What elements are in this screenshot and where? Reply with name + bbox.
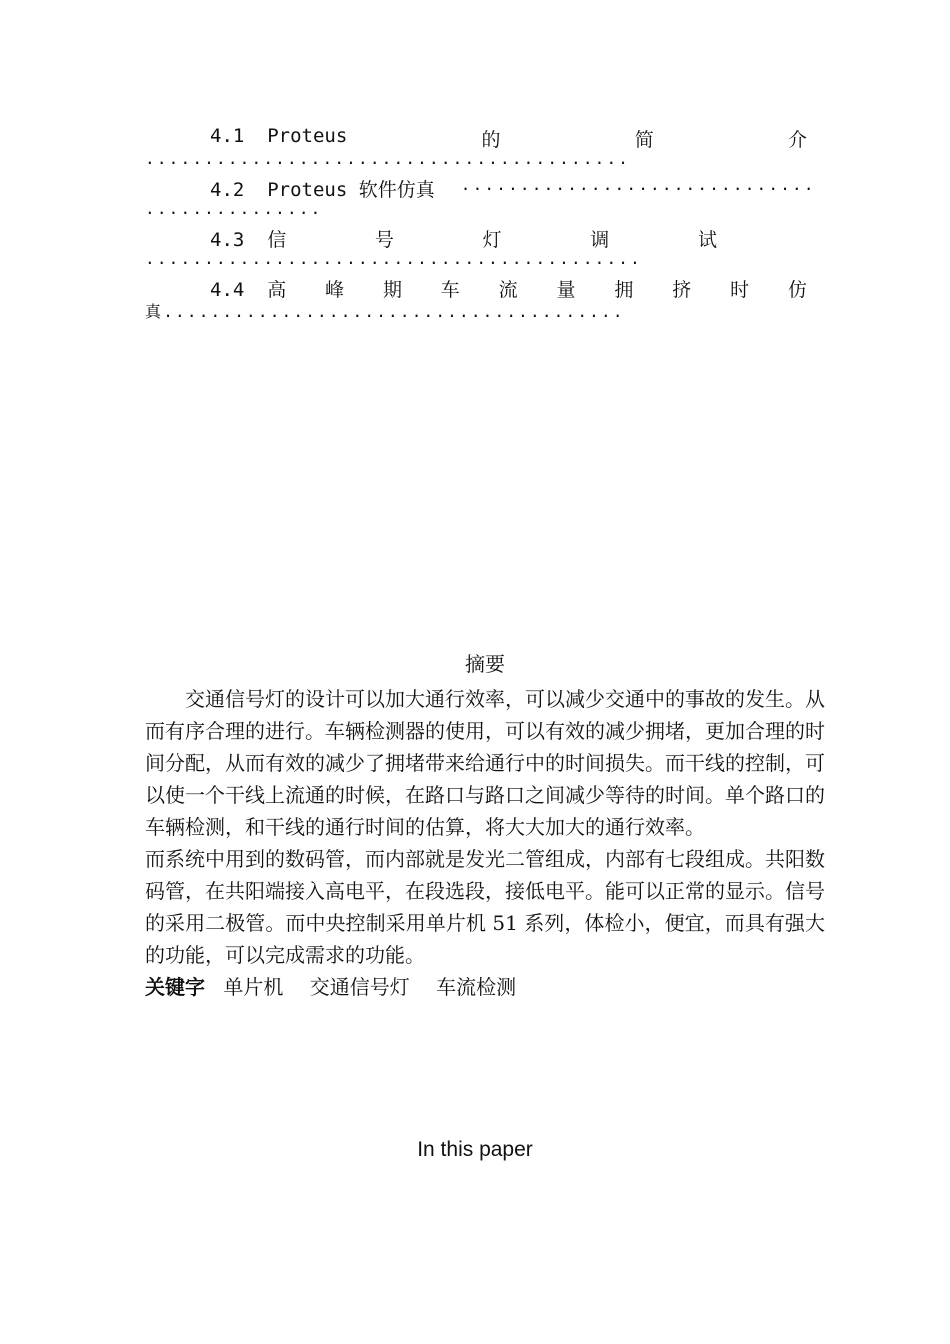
toc-title-char: 简 (634, 129, 654, 151)
abstract-paragraph-2: 而系统中用到的数码管，而内部就是发光二管组成，内部有七段组成。共阳数码管，在共阳端接入高电平，在段选段，接低电平。能可以正常的显示。信号的采用二极管。而中央控制采用单片机 51 系列，体检小，便宜，而具有强大的功能，可以完成需求的功能。 (145, 847, 825, 967)
toc-entry[interactable] (145, 122, 807, 172)
toc-title-char: 仿 (787, 279, 807, 301)
abstract-title: 摘要 (465, 652, 505, 676)
keyword: 单片机 (223, 975, 284, 999)
toc-entry[interactable] (145, 222, 807, 272)
keywords-label: 关键字 (145, 975, 205, 999)
toc-title-char: 时 (730, 279, 750, 301)
toc-title-char: 流 (498, 279, 518, 301)
toc-entry-title (210, 275, 807, 302)
toc-entry-label: 4.4 高 (210, 279, 287, 301)
toc-entry-label: 4.1 Proteus (210, 125, 348, 147)
toc-leader: 真....................................... (145, 302, 625, 321)
toc-title-char: 期 (382, 279, 402, 301)
toc-title-char: 号 (374, 229, 394, 251)
abstract-section (145, 648, 825, 1003)
toc-title-char: 介 (787, 129, 807, 151)
keyword: 交通信号灯 (309, 975, 410, 999)
english-abstract-title: In this paper (417, 1138, 533, 1161)
toc-title-char: 试 (697, 229, 717, 251)
toc-title-char: 挤 (672, 279, 692, 301)
toc-title-char: 灯 (482, 229, 502, 251)
abstract-paragraph-1: 交通信号灯的设计可以加大通行效率，可以减少交通中的事故的发生。从而有序合理的进行。车辆检测器的使用，可以有效的减少拥堵，更加合理的时间分配，从而有效的减少了拥堵带来给通行中的时间损失。而干线的控制，可以使一个干线上流通的时候，在路口与路口之间减少等待的时间。单个路口的车辆检测，和干线的通行时间的估算，将大大加大的通行效率。 (145, 687, 825, 839)
toc-entry-title (210, 175, 816, 202)
toc-entry-title (210, 125, 807, 152)
toc-entry[interactable] (145, 272, 807, 322)
toc-title-char: 调 (590, 229, 610, 251)
toc-leader: ......................................... (145, 149, 631, 168)
toc-title-char: 的 (481, 129, 501, 151)
toc-entry-label: 4.2 Proteus 软件仿真 (210, 179, 435, 201)
table-of-contents (145, 122, 816, 322)
toc-entry-label: 4.3 信 (210, 229, 287, 251)
toc-title-char: 量 (556, 279, 576, 301)
toc-leader: ............... (145, 199, 323, 218)
toc-entry-title (210, 225, 717, 252)
keyword: 车流检测 (436, 975, 517, 999)
toc-title-char: 拥 (614, 279, 634, 301)
toc-entry[interactable] (145, 172, 816, 222)
toc-leader: .............................. (460, 175, 816, 194)
keywords-line (145, 971, 825, 1003)
toc-leader: .......................................... (145, 249, 642, 268)
toc-title-char: 车 (440, 279, 460, 301)
toc-title-char: 峰 (325, 279, 345, 301)
